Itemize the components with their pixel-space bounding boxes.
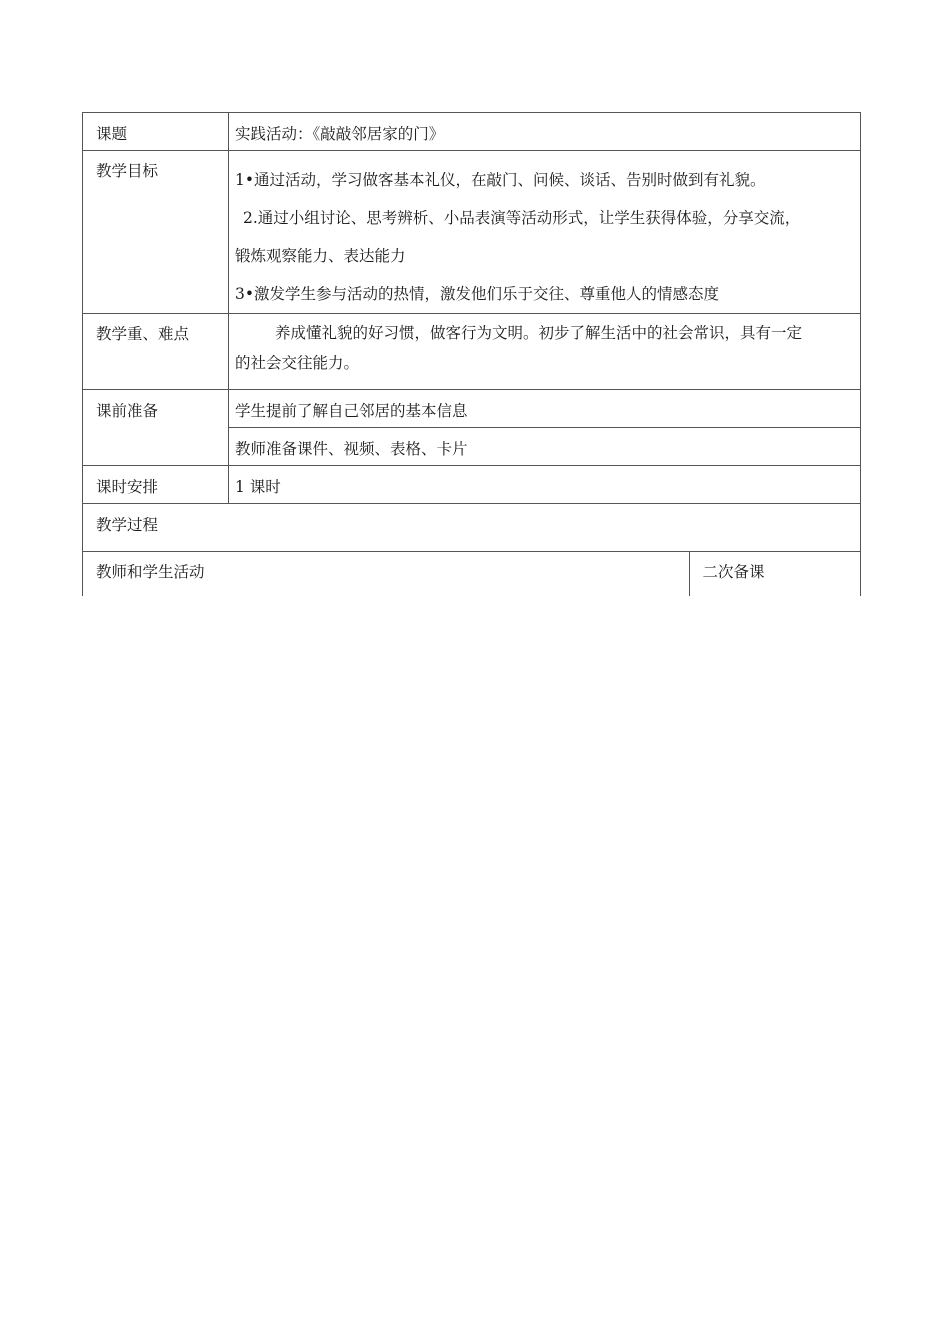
row-schedule (83, 466, 861, 504)
lesson-plan-table (82, 112, 861, 596)
row-key-points (83, 314, 861, 390)
activities-subtable (83, 552, 860, 596)
schedule-value: 1 课时 (229, 466, 861, 504)
key-points-line-1: 养成懂礼貌的好习惯，做客行为文明。初步了解生活中的社会常识，具有一定 (275, 324, 803, 342)
key-points-label: 教学重、难点 (83, 314, 229, 390)
goal-item-2: 2.通过小组讨论、思考辨析、小品表演等活动形式，让学生获得体验，分享交流， (243, 209, 801, 227)
activities-left-label: 教师和学生活动 (96, 563, 205, 581)
activities-cell (83, 552, 861, 597)
schedule-label: 课时安排 (83, 466, 229, 504)
title-label: 课题 (83, 113, 229, 151)
preparation-item-1: 学生提前了解自己邻居的基本信息 (229, 390, 861, 428)
goals-label: 教学目标 (83, 151, 229, 314)
preparation-label: 课前准备 (83, 390, 229, 466)
goal-item-2-cont: 锻炼观察能力、表达能力 (235, 247, 406, 265)
goal-item-3: 3•激发学生参与活动的热情，激发他们乐于交往、尊重他人的情感态度 (235, 285, 720, 303)
activities-right-label: 二次备课 (689, 552, 860, 596)
goal-item-1: 1•通过活动，学习做客基本礼仪，在敲门、问候、谈话、告别时做到有礼貌。 (235, 171, 766, 189)
preparation-item-2: 教师准备课件、视频、表格、卡片 (229, 428, 861, 466)
key-points-content (229, 314, 861, 390)
key-points-line-2: 的社会交往能力。 (235, 354, 360, 372)
process-label: 教学过程 (83, 504, 861, 552)
row-process (83, 504, 861, 552)
title-value: 实践活动：《敲敲邻居家的门》 (229, 113, 861, 151)
row-preparation-1 (83, 390, 861, 428)
row-title (83, 113, 861, 151)
row-goals (83, 151, 861, 314)
row-activities (83, 552, 861, 597)
goals-content (229, 151, 861, 314)
